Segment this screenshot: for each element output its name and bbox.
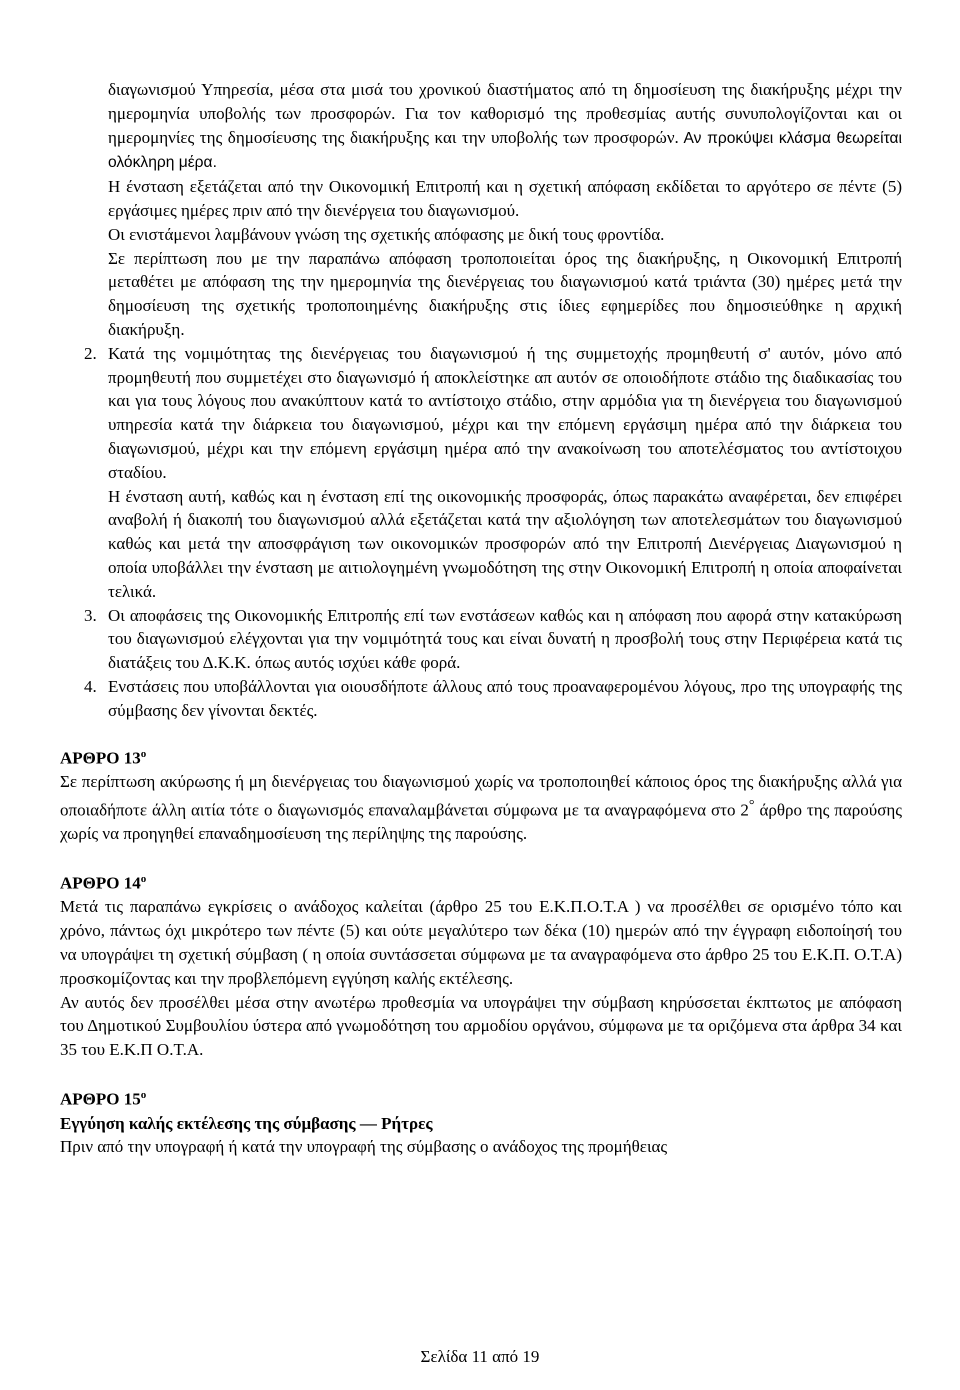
- document-page: [60, 78, 902, 1159]
- list-item-number: 3.: [84, 605, 97, 625]
- list-item-text: Οι αποφάσεις της Οικονομικής Επιτροπής επί των ενστάσεων καθώς και η απόφαση που αφορά στην κατακύρωση του διαγωνισμού ελέγχονται για την νομιμότητά τους και είναι δυνατή η προσβολή τους στην Περιφέρεια κατά τις διατάξεις του Δ.Κ.Κ. όπως αυτός ισχύει κάθε φορά.: [108, 605, 902, 673]
- article-14-heading: ΑΡΘΡΟ $14^o$: [60, 873, 147, 893]
- list-item-text-continued: Η ένσταση αυτή, καθώς και η ένσταση επί της οικονομικής προσφοράς, όπως παρακάτω αναφέρεται, δεν επιφέρει αναβολή ή διακοπή του διαγωνισμού αλλά εξετάζεται κατά την αξιολόγηση των αποτελεσμάτων του διαγωνισμού καθώς και μετά την αποσφράγιση των οικονομικών προσφορών από την Επιτροπή Διενέργειας Διαγωνισμού η οποία υποβάλλει την ένσταση με αιτιολογημένη γνωμοδότηση της στην Οικονομική Επιτροπή η οποία αποφαίνεται τελικά.: [108, 486, 902, 601]
- article-14-paragraph-1: Μετά τις παραπάνω εγκρίσεις ο ανάδοχος καλείται (άρθρο 25 του Ε.Κ.Π.Ο.Τ.Α ) να προσέλθει σε ορισμένο τόπο και χρόνο, πάντως όχι μικρότερο των πέντε (5) και ούτε μεγαλύτερο των δέκα (10) ημερών από την έγγραφη ειδοποίησή του να υπογράψει τη σχετική σύμβαση ( η οποία συντάσσεται σύμφωνα με τα αναγραφόμενα στο άρθρο 25 του Ε.Κ.Π. Ο.Τ.Α) προσκομίζοντας και την προβλεπόμενη εγγύηση καλής εκτέλεσης.: [60, 897, 902, 988]
- article-15-heading: ΑΡΘΡΟ $15^o$: [60, 1089, 147, 1109]
- article-14-paragraph-2: Αν αυτός δεν προσέλθει μέσα στην ανωτέρω προθεσμία να υπογράψει την σύμβαση κηρύσσεται έκπτωτος με απόφαση του Δημοτικού Συμβουλίου ύστερα από γνωμοδότηση του αρμοδίου οργάνου, σύμφωνα με τα οριζόμενα στα άρθρα 34 και 35 του Ε.Κ.Π Ο.Τ.Α.: [60, 992, 902, 1060]
- paragraph-objectors-notice: Οι ενιστάμενοι λαμβάνουν γνώση της σχετικής απόφασης με δική τους φροντίδα.: [108, 224, 665, 244]
- list-item-3: [60, 604, 902, 675]
- page-number-footer: Σελίδα 11 από 19: [420, 1347, 540, 1366]
- paragraph-deadline: [108, 78, 902, 175]
- list-item-text: Ενστάσεις που υποβάλλονται για οιουσδήποτε άλλους από τους προαναφερομένου λόγους, προ της υπογραφής της σύμβασης δεν γίνονται δεκτές.: [108, 676, 902, 720]
- list-item-number: 4.: [84, 676, 97, 696]
- paragraph-term-amendment: Σε περίπτωση που με την παραπάνω απόφαση τροποποιείται όρος της διακήρυξης, η Οικονομική Επιτροπή μεταθέτει με απόφαση της την ημερομηνία της διενέργειας του διαγωνισμού κατά τριάντα (30) ημέρες μετά την δημοσίευση της σχετικής τροποποιημένης διακήρυξης στις ίδιες εφημερίδες που δημοσιεύθηκε η αρχική διακήρυξη.: [108, 248, 902, 339]
- article-13: [60, 743, 902, 847]
- list-item-text: Κατά της νομιμότητας της διενέργειας του διαγωνισμού ή της συμμετοχής προμηθευτή σ' αυτόν, μόνο από προμηθευτή που συμμετέχει στο διαγωνισμό ή αποκλείστηκε απ αυτόν σε οποιοδήποτε στάδιο της διαδικασίας του και για τους λόγους που ανακύπτουν κατά το αντίστοιχο στάδιο, στην αρμόδια για τη διενέργεια του διαγωνισμού υπηρεσία κατά την διάρκεια του διαγωνισμού, μέχρι και την επόμενη εργάσιμη ημέρα από την διάρκεια του διαγωνισμού, μέχρι και την επόμενη εργάσιμη ημέρα από την ανακοίνωση του αποτελέσματος του αντίστοιχου σταδίου.: [108, 343, 902, 482]
- list-item-2: [60, 342, 902, 604]
- article-13-heading: ΑΡΘΡΟ $13^o$: [60, 747, 147, 768]
- list-item-number: 2.: [84, 343, 97, 363]
- article-13-text: Σε περίπτωση ακύρωσης ή μη διενέργειας του διαγωνισμού χωρίς να τροποποιηθεί κάποιος όρος της διακήρυξης αλλά για οποιαδήποτε άλλη αιτία τότε ο διαγωνισμός επαναλαμβάνεται σύμφωνα με τα αναγραφόμενα στο 2° άρθρο της παρούσης χωρίς να προηγηθεί επαναδημοσίευση της περίληψης της παρούσης.: [60, 771, 902, 844]
- paragraph-objection-review: Η ένσταση εξετάζεται από την Οικονομική Επιτροπή και η σχετική απόφαση εκδίδεται το αργότερο σε πέντε (5) εργάσιμες ημέρες πριν από την διενέργεια του διαγωνισμού.: [108, 177, 902, 220]
- intro-section: [60, 78, 902, 342]
- article-14: [60, 868, 902, 1062]
- paragraph-deadline-text: διαγωνισμού Υπηρεσία, μέσα στα μισά του χρονικού διαστήματος από τη δημοσίευση της διακήρυξης μέχρι την ημερομηνία υποβολής των προσφορών. Για τον καθορισμό της προθεσμίας αυτής συνυπολογίζονται και οι ημερομηνίες της δημοσίευσης της διακήρυξης και την υποβολής των προσφορών.: [108, 80, 902, 147]
- paragraph-fraction-note: Αν προκύψει κλάσμα θεωρείται ολόκληρη μέρα.: [108, 129, 902, 172]
- list-item-4: [60, 675, 902, 723]
- article-15-paragraph-1: Πριν από την υπογραφή ή κατά την υπογραφή της σύμβασης ο ανάδοχος της προμήθειας: [60, 1137, 668, 1157]
- article-15: [60, 1084, 902, 1159]
- article-15-subheading: Εγγύηση καλής εκτέλεσης της σύμβασης — Ρήτρες: [60, 1113, 433, 1133]
